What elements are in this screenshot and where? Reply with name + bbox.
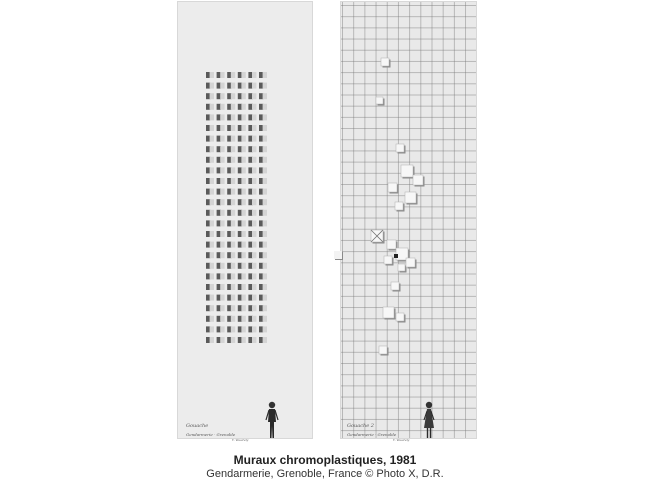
raised-block — [401, 165, 413, 177]
relief-block-face — [231, 146, 235, 152]
detached-relief-block — [334, 251, 342, 259]
relief-block-face — [263, 146, 267, 152]
right-panel-annotation-title: Gouache 2 — [347, 423, 374, 429]
relief-block-face — [252, 136, 256, 142]
relief-block-face — [210, 295, 214, 301]
relief-block-face — [220, 157, 224, 163]
relief-block-face — [263, 136, 267, 142]
relief-block-face — [241, 326, 245, 332]
relief-block-face — [210, 93, 214, 99]
relief-block-face — [220, 337, 224, 343]
relief-block-face — [231, 157, 235, 163]
relief-block-face — [252, 220, 256, 226]
relief-block-face — [241, 93, 245, 99]
relief-block-face — [263, 114, 267, 120]
relief-block-face — [241, 83, 245, 89]
relief-block-face — [241, 231, 245, 237]
relief-block-face — [220, 252, 224, 258]
relief-block-face — [241, 252, 245, 258]
left-panel-annotation-location: Gendarmerie · Grenoble — [186, 432, 236, 437]
relief-block-face — [210, 136, 214, 142]
relief-block-face — [231, 242, 235, 248]
relief-block-face — [210, 72, 214, 78]
relief-block-face — [263, 305, 267, 311]
relief-block-face — [231, 231, 235, 237]
scattered-blocks-artwork — [341, 2, 476, 438]
relief-block-face — [220, 178, 224, 184]
relief-block-face — [231, 273, 235, 279]
relief-block-face — [263, 252, 267, 258]
relief-block-face — [252, 252, 256, 258]
right-panel-annotation-signature: Y. Vasarely — [393, 438, 410, 442]
relief-block-face — [210, 125, 214, 131]
relief-block-face — [210, 199, 214, 205]
relief-block-face — [252, 273, 256, 279]
relief-block-face — [231, 93, 235, 99]
relief-block-face — [241, 189, 245, 195]
relief-block-face — [220, 72, 224, 78]
relief-block-face — [231, 295, 235, 301]
relief-block-face — [231, 104, 235, 110]
relief-block-face — [210, 178, 214, 184]
relief-block-face — [241, 295, 245, 301]
relief-block-face — [252, 305, 256, 311]
relief-block-face — [263, 284, 267, 290]
relief-block-face — [231, 125, 235, 131]
relief-block-face — [252, 210, 256, 216]
relief-block-face — [263, 242, 267, 248]
relief-block-face — [252, 326, 256, 332]
relief-block-face — [231, 337, 235, 343]
relief-grid-artwork — [178, 2, 312, 438]
relief-block-face — [231, 305, 235, 311]
relief-block-face — [210, 114, 214, 120]
relief-block-face — [231, 284, 235, 290]
relief-block-face — [210, 284, 214, 290]
relief-block-face — [241, 114, 245, 120]
relief-block-face — [263, 273, 267, 279]
relief-block-face — [263, 337, 267, 343]
relief-block-face — [252, 146, 256, 152]
raised-block — [413, 175, 423, 185]
relief-block-face — [220, 295, 224, 301]
relief-block-face — [263, 189, 267, 195]
relief-block-face — [220, 189, 224, 195]
relief-block-face — [231, 167, 235, 173]
raised-block — [396, 144, 404, 152]
caption-subtitle: Gendarmerie, Grenoble, France © Photo X, D.R. — [206, 468, 444, 480]
raised-block — [381, 58, 389, 66]
relief-block-face — [231, 326, 235, 332]
relief-block-face — [220, 104, 224, 110]
relief-block-face — [263, 157, 267, 163]
relief-block-face — [220, 199, 224, 205]
left-panel-annotation-signature: Y. Vasarely — [232, 438, 249, 442]
raised-block — [384, 256, 392, 264]
relief-block-face — [210, 263, 214, 269]
relief-block-face — [241, 284, 245, 290]
relief-block-face — [210, 305, 214, 311]
relief-block-face — [252, 72, 256, 78]
relief-block-face — [210, 83, 214, 89]
relief-block-face — [263, 83, 267, 89]
relief-block-face — [220, 242, 224, 248]
relief-block-face — [231, 316, 235, 322]
relief-block-face — [263, 72, 267, 78]
relief-block-face — [210, 146, 214, 152]
relief-block-face — [220, 305, 224, 311]
relief-block-face — [220, 210, 224, 216]
relief-block-face — [220, 167, 224, 173]
relief-block-face — [220, 125, 224, 131]
relief-block-face — [252, 83, 256, 89]
relief-block-face — [263, 210, 267, 216]
relief-block-face — [263, 295, 267, 301]
right-artwork-panel — [341, 2, 476, 442]
relief-block-face — [231, 72, 235, 78]
relief-block-face — [210, 189, 214, 195]
raised-block — [391, 282, 399, 290]
relief-block-face — [263, 104, 267, 110]
relief-block-face — [241, 199, 245, 205]
relief-block-face — [252, 178, 256, 184]
relief-block-face — [252, 157, 256, 163]
relief-block-face — [263, 316, 267, 322]
relief-block-face — [231, 136, 235, 142]
relief-block-face — [241, 316, 245, 322]
relief-block-face — [252, 125, 256, 131]
relief-block-face — [210, 273, 214, 279]
relief-block-face — [263, 93, 267, 99]
relief-block-face — [210, 252, 214, 258]
relief-block-face — [220, 231, 224, 237]
relief-block-face — [252, 337, 256, 343]
raised-block — [406, 258, 415, 267]
relief-block-face — [263, 178, 267, 184]
relief-block-face — [241, 273, 245, 279]
relief-block-face — [241, 337, 245, 343]
relief-block-face — [252, 114, 256, 120]
relief-block-face — [241, 178, 245, 184]
right-panel-annotation-location: Gendarmerie · Grenoble — [347, 432, 397, 437]
relief-block-face — [231, 83, 235, 89]
relief-block-face — [220, 284, 224, 290]
relief-block-face — [252, 295, 256, 301]
relief-block-face — [252, 284, 256, 290]
relief-block-face — [241, 104, 245, 110]
relief-block-face — [220, 263, 224, 269]
relief-block-face — [252, 263, 256, 269]
human-scale-figure-right — [419, 400, 439, 442]
relief-block-face — [231, 114, 235, 120]
relief-block-face — [231, 220, 235, 226]
relief-block-face — [220, 326, 224, 332]
relief-block-face — [263, 125, 267, 131]
relief-block-face — [220, 83, 224, 89]
relief-block-face — [210, 104, 214, 110]
relief-block-face — [263, 231, 267, 237]
raised-block — [387, 240, 396, 249]
left-artwork-panel — [178, 2, 312, 442]
relief-block-face — [252, 189, 256, 195]
relief-block-face — [231, 210, 235, 216]
relief-block-face — [210, 167, 214, 173]
relief-block-face — [241, 263, 245, 269]
relief-block-face — [220, 316, 224, 322]
raised-block — [383, 307, 394, 318]
relief-block-face — [231, 199, 235, 205]
relief-block-face — [220, 146, 224, 152]
left-panel-annotation-title: Gouache — [186, 423, 209, 429]
relief-block-face — [263, 326, 267, 332]
relief-block-face — [252, 242, 256, 248]
human-scale-figure-left — [262, 400, 282, 442]
relief-block-face — [241, 136, 245, 142]
relief-block-face — [231, 178, 235, 184]
relief-block-face — [210, 220, 214, 226]
relief-block-face — [252, 93, 256, 99]
relief-block-face — [263, 199, 267, 205]
relief-block-face — [210, 210, 214, 216]
relief-block-face — [220, 273, 224, 279]
relief-block-face — [241, 146, 245, 152]
relief-block-face — [210, 337, 214, 343]
raised-block — [405, 192, 416, 203]
raised-block — [396, 313, 404, 321]
relief-block-face — [241, 242, 245, 248]
relief-block-face — [231, 252, 235, 258]
relief-block-face — [263, 263, 267, 269]
relief-block-face — [231, 263, 235, 269]
relief-block-face — [252, 167, 256, 173]
relief-block-face — [241, 167, 245, 173]
relief-block-face — [252, 316, 256, 322]
relief-block-face — [210, 242, 214, 248]
raised-block — [398, 264, 405, 271]
raised-block — [379, 346, 387, 354]
relief-block-face — [252, 231, 256, 237]
relief-block-face — [220, 220, 224, 226]
relief-block-face — [220, 114, 224, 120]
raised-block — [395, 202, 403, 210]
relief-block-face — [241, 157, 245, 163]
relief-block-face — [241, 125, 245, 131]
raised-block — [388, 183, 397, 192]
relief-block-face — [210, 316, 214, 322]
relief-block-face — [241, 210, 245, 216]
raised-block — [376, 97, 383, 104]
relief-block-face — [252, 104, 256, 110]
relief-block-face — [263, 167, 267, 173]
relief-block-face — [210, 231, 214, 237]
relief-block-face — [241, 220, 245, 226]
relief-block-face — [252, 199, 256, 205]
relief-block-face — [241, 305, 245, 311]
relief-block-face — [210, 326, 214, 332]
dark-accent-block — [394, 254, 398, 258]
relief-block-face — [263, 220, 267, 226]
relief-block-face — [210, 157, 214, 163]
relief-block-face — [231, 189, 235, 195]
relief-block-face — [241, 72, 245, 78]
relief-block-face — [220, 136, 224, 142]
caption-title: Muraux chromoplastiques, 1981 — [233, 453, 417, 467]
relief-block-face — [220, 93, 224, 99]
